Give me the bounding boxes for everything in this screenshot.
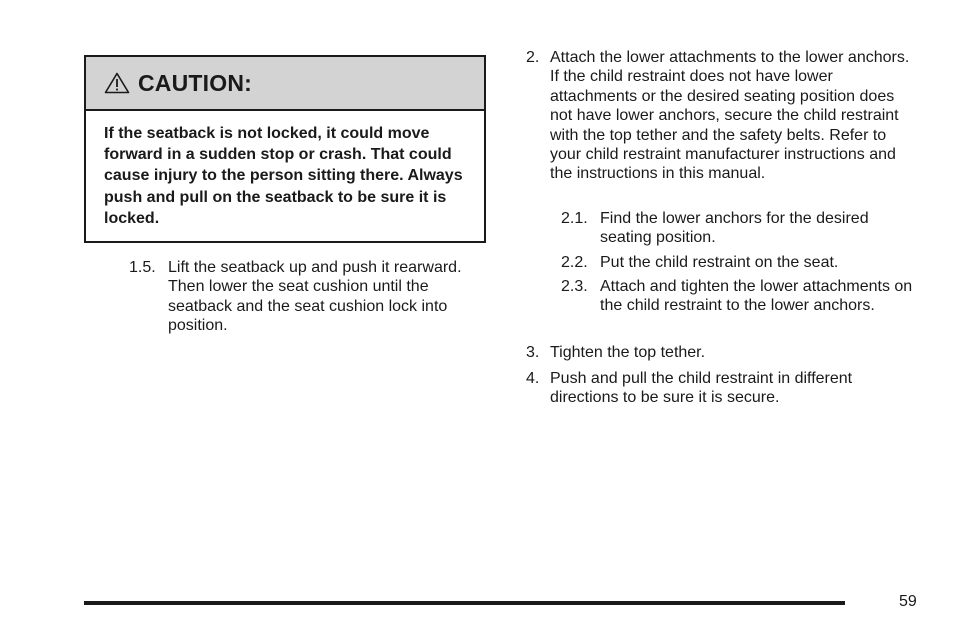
step-text: Find the lower anchors for the desired seating position. xyxy=(600,210,869,247)
step-number: 1.5. xyxy=(129,259,156,276)
step-number: 2.3. xyxy=(561,278,588,295)
step-text: Lift the seatback up and push it rearward. Then lower the seat cushion until the seatback and the seat cushion lock into position. xyxy=(168,259,462,335)
caution-header xyxy=(86,57,484,111)
step-number: 2.1. xyxy=(561,210,588,227)
step-text: Attach and tighten the lower attachments on the child restraint to the lower anchors. xyxy=(600,278,913,315)
step-text: Push and pull the child restraint in different directions to be sure it is secure. xyxy=(550,370,853,407)
page-number: 59 xyxy=(899,593,917,610)
warning-triangle-icon xyxy=(104,72,130,94)
step-number: 4. xyxy=(526,370,540,387)
caution-box xyxy=(84,55,486,243)
step-number: 2.2. xyxy=(561,254,588,271)
step-text: Put the child restraint on the seat. xyxy=(600,254,839,271)
step-text: Attach the lower attachments to the lower anchors. If the child restraint does not have lower attachments or the desired seating position does not have lower anchors, secure the child restraint with the top tether and the safety belts. Refer to your child restraint manufacturer instructions and the instructions in this manual. xyxy=(550,49,910,183)
footer-rule xyxy=(84,601,845,605)
step-number: 3. xyxy=(526,344,540,361)
step-number: 2. xyxy=(526,49,540,66)
caution-title: CAUTION: xyxy=(138,69,253,96)
caution-text: If the seatback is not locked, it could move forward in a sudden stop or crash. That could cause injury to the person sitting there. Always push and pull on the seatback to be sure it is locked. xyxy=(104,125,463,227)
step-text: Tighten the top tether. xyxy=(550,344,706,361)
